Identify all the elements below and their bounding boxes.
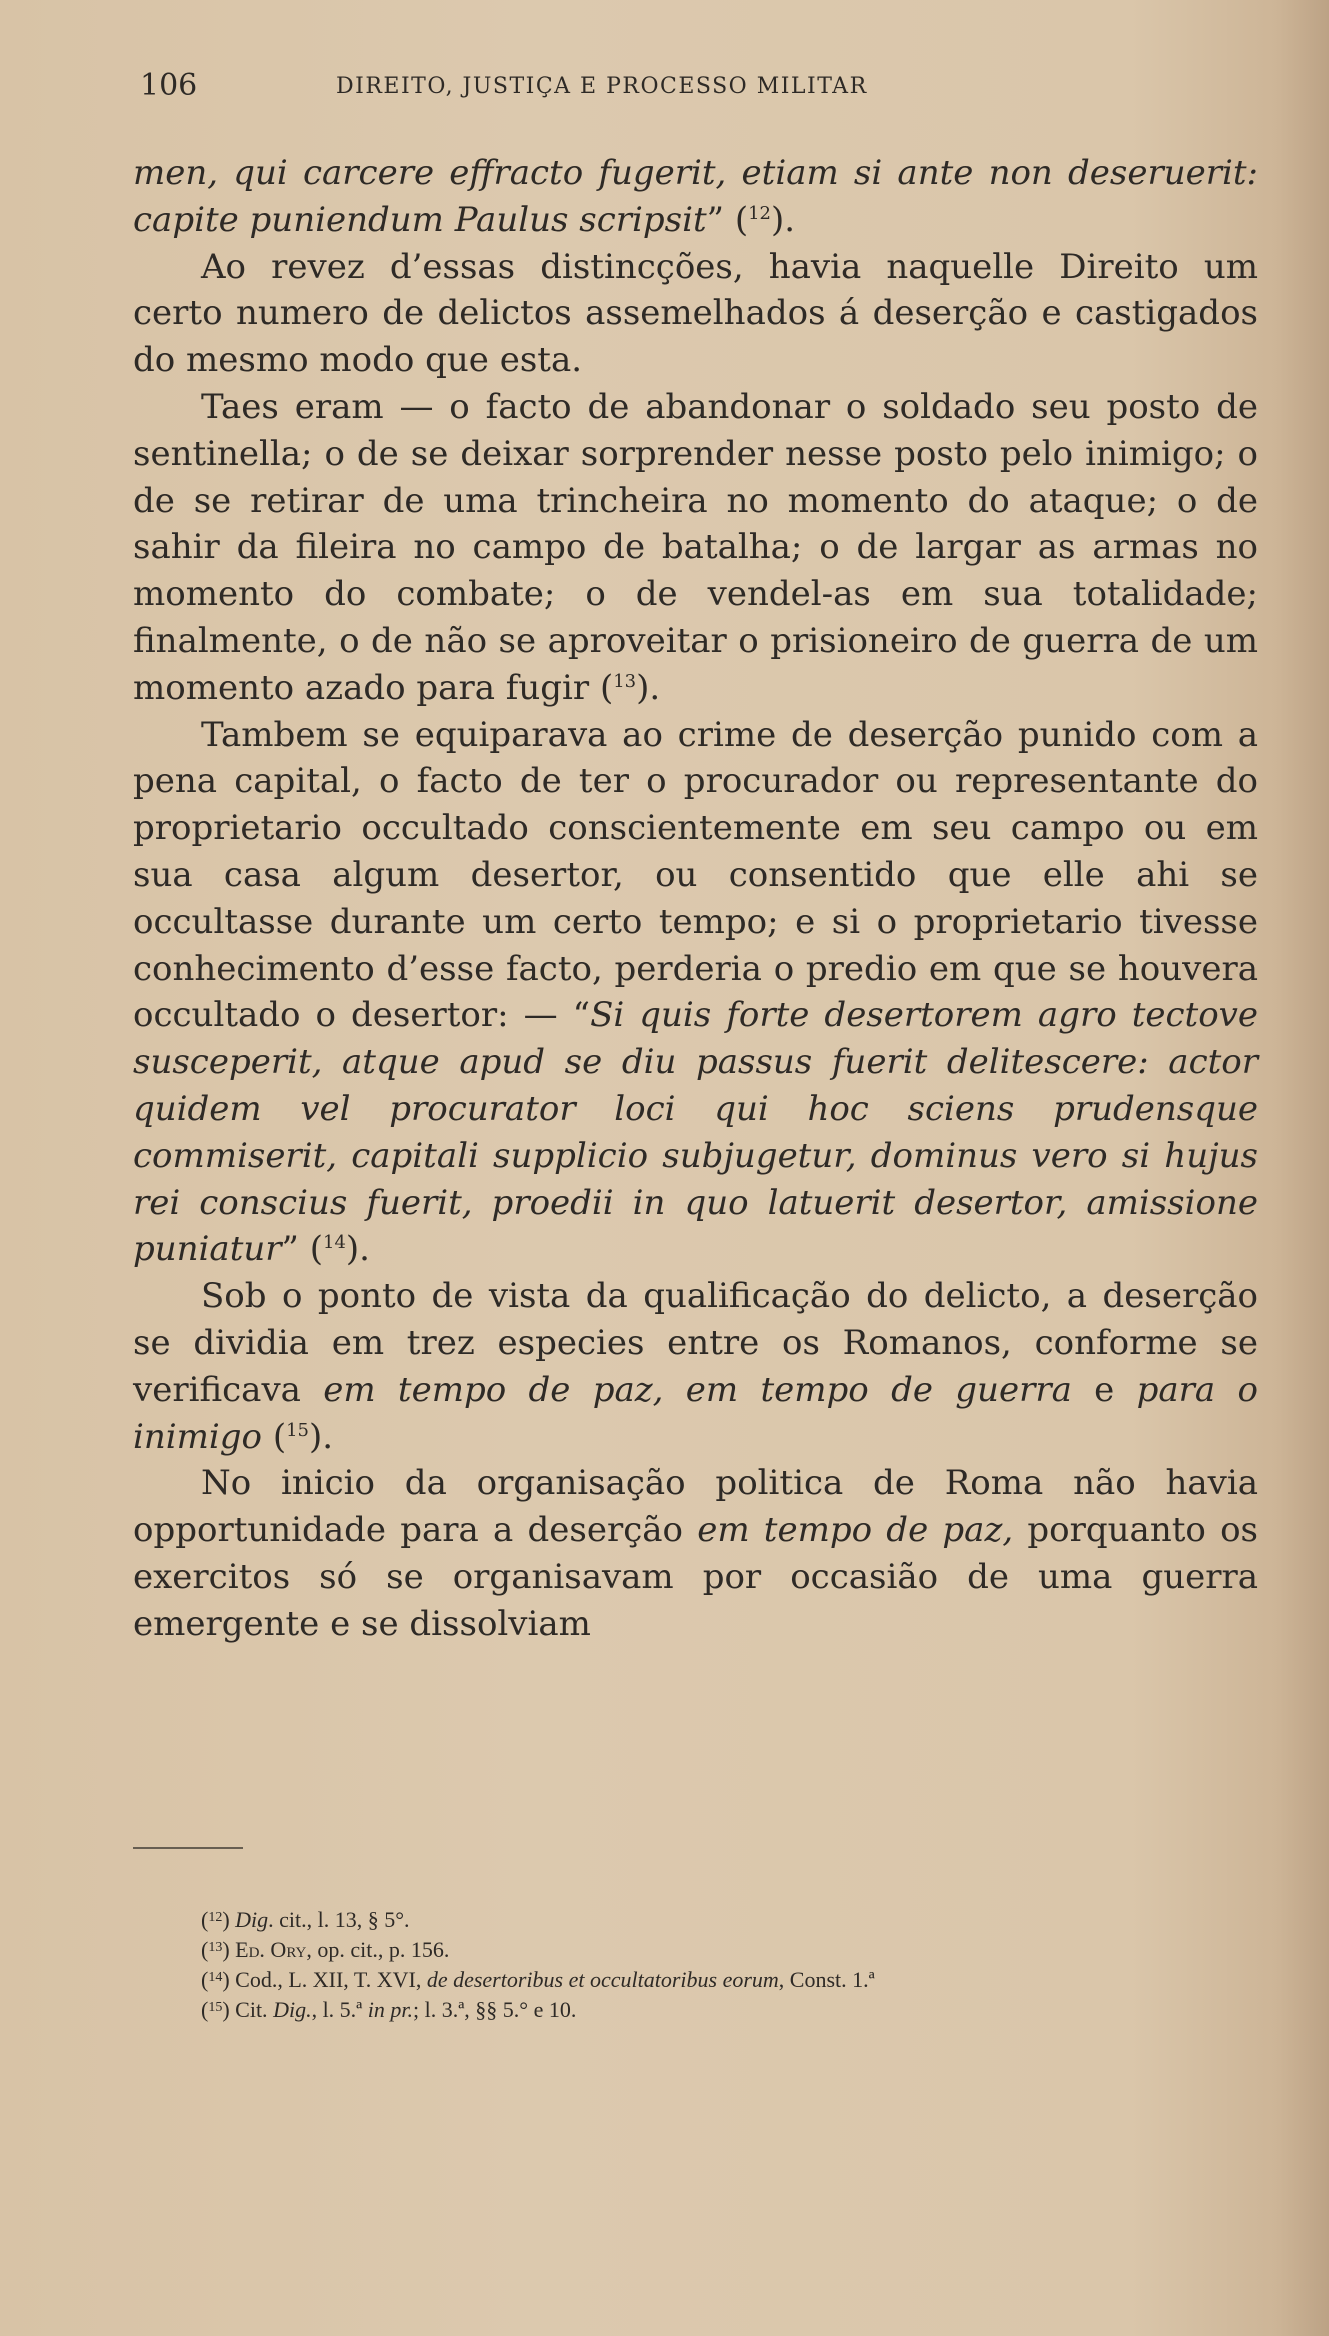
body-paragraph	[133, 244, 1258, 384]
body-paragraph	[133, 150, 1258, 244]
footnote-number: ($^{15}$)	[201, 1997, 236, 2022]
text-run: Sob o ponto de vista da qualificação do delicto, a deserção se dividia em trez especies entre os Romanos, conforme se verificava	[133, 1276, 1258, 1410]
footnote-14	[133, 1965, 1258, 1995]
text-run: e	[1071, 1369, 1137, 1410]
text-run: No inicio da organisação politica de Roma não havia opportunidade para a deserção	[133, 1463, 1258, 1551]
footnote-15	[133, 1995, 1258, 2025]
footnotes	[133, 1905, 1258, 2025]
body-paragraph	[133, 1273, 1258, 1460]
body-paragraph	[133, 384, 1258, 712]
body-paragraph	[133, 712, 1258, 1274]
body-paragraph	[133, 1460, 1258, 1647]
italic-text: de desertoribus et occultatoribus eorum	[426, 1967, 779, 1992]
footnote-number: ($^{14}$)	[201, 1967, 236, 1992]
footnote-12	[133, 1905, 1258, 1935]
text-run: Ed. Ory	[235, 1937, 307, 1962]
text-run: . cit., l. 13, § 5°.	[268, 1907, 410, 1932]
italic-text: Dig	[235, 1907, 269, 1932]
text-run: .	[359, 1229, 370, 1270]
body-text	[133, 150, 1258, 1648]
text-run: .	[322, 1416, 334, 1457]
italic-text: men, qui carcere effracto fugerit, etiam si ante non deseruerit: capite puniendum Paulus scripsit	[133, 153, 1258, 240]
text-run: , op. cit., p. 156.	[306, 1937, 450, 1962]
text-run	[262, 1417, 273, 1457]
italic-text: in pr.	[367, 1997, 413, 2022]
italic-text: em tempo de paz, em tempo de guerra	[323, 1369, 1072, 1410]
footnote-13	[133, 1935, 1258, 1965]
text-run: Taes eram — o facto de abandonar o soldado seu posto de sentinella; o de se deixar sorprender nesse posto pelo inimigo; o de se retirar de uma trincheira no momento do ataque; o de sahir da fileira no campo de batalha; o de largar as armas no momento do combate; o de vendel-as em sua totalidade; finalmente, o de não se aproveitar o prisioneiro de guerra de um momento azado para fugir	[133, 386, 1258, 708]
text-run: , Const. 1.ª	[778, 1967, 875, 1992]
running-title: DIREITO, JUSTIÇA E PROCESSO MILITAR	[336, 74, 868, 99]
italic-text: Dig.	[273, 1997, 312, 2022]
running-head	[140, 68, 1280, 108]
footnote-reference[interactable]: ($^{12}$)	[734, 199, 785, 240]
footnote-number: ($^{12}$)	[201, 1907, 236, 1932]
text-run: , l. 5.ª	[311, 1997, 368, 2022]
footnote-separator-rule	[133, 1847, 243, 1849]
text-run: Cod., L. XII, T. XVI,	[235, 1967, 427, 1992]
page-number: 106	[140, 68, 198, 103]
footnote-reference[interactable]: ($^{15}$)	[272, 1416, 323, 1457]
text-run: ”	[706, 199, 735, 240]
text-run: Ao revez d’essas distincções, havia naquelle Direito um certo numero de delictos assemelhados á deserção e castigados do mesmo modo que esta.	[133, 246, 1258, 381]
text-run: porquanto os exercitos só se organisavam por occasião de uma guerra emergente e se dissolviam	[133, 1510, 1258, 1644]
text-run: .	[784, 199, 796, 240]
footnote-number: ($^{13}$)	[201, 1937, 236, 1962]
italic-text: para o inimigo	[133, 1369, 1258, 1457]
text-run: ”	[281, 1229, 310, 1270]
text-run: ; l. 3.ª, §§ 5.° e 10.	[413, 1997, 577, 2022]
footnote-reference[interactable]: ($^{14}$)	[309, 1229, 360, 1270]
text-run: Cit.	[235, 1997, 274, 2022]
italic-text: em tempo de paz,	[697, 1510, 1014, 1551]
text-run: Tambem se equiparava ao crime de deserção punido com a pena capital, o facto de ter o procurador ou representante do proprietario occultado conscientemente em seu campo ou em sua casa algum desertor, ou consentido que elle ahi se occultasse durante um certo tempo; e si o proprietario tivesse conhecimento d’esse facto, perderia o predio em que se houvera occultado o desertor: — “	[133, 714, 1258, 1036]
text-run: .	[649, 667, 661, 708]
italic-text: Si quis forte desertorem agro tectove susceperit, atque apud se diu passus fuerit delitescere: actor quidem vel procurator loci qui hoc sciens prudensque commiserit, capitali supplicio subjugetur, dominus vero si hujus rei conscius fuerit, proedii in quo latuerit desertor, amissione puniatur	[133, 995, 1259, 1270]
footnote-reference[interactable]: ($^{13}$)	[599, 667, 650, 708]
